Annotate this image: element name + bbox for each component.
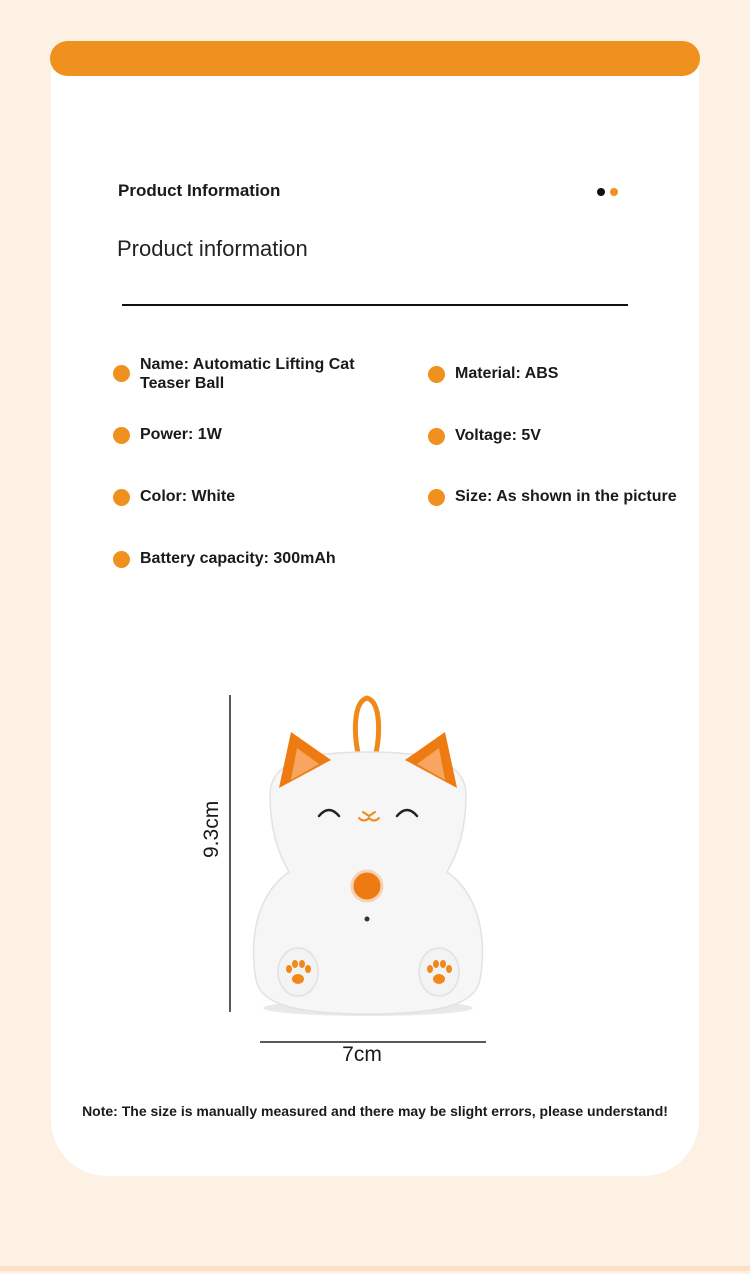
bullet-icon [113,365,130,382]
top-accent-bar [50,41,700,76]
cat-ball-product-image [195,690,495,1050]
spec-battery-text: Battery capacity: 300mAh [140,550,336,567]
spec-size-text: Size: As shown in the picture [455,488,677,505]
spec-power-text: Power: 1W [140,426,222,443]
spec-color [113,487,235,506]
spec-name-line2: Teaser Ball [140,375,225,392]
section-subheading: Product information [117,236,308,261]
bullet-icon [113,551,130,568]
spec-size [428,487,677,506]
spec-material [428,364,558,383]
spec-material-text: Material: ABS [455,365,559,382]
page-indicator-dots [597,188,618,196]
bullet-icon [428,489,445,506]
indicator-dot-dark [597,188,605,196]
left-paw [278,948,318,996]
spec-voltage [428,426,541,445]
bullet-icon [428,366,445,383]
height-dimension-label: 9.3cm [200,800,223,858]
spec-name-line1: Name: Automatic Lifting Cat [140,356,355,373]
indicator-hole [365,917,370,922]
right-paw [419,948,459,996]
power-button [352,871,382,901]
spec-name [113,355,355,393]
width-dimension-label: 7cm [342,1043,382,1066]
spec-voltage-text: Voltage: 5V [455,427,541,444]
indicator-dot-accent [610,188,618,196]
bottom-divider [0,1266,750,1271]
measurement-note: Note: The size is manually measured and there may be slight errors, please understand! [82,1103,668,1119]
bullet-icon [113,489,130,506]
spec-battery [113,549,336,568]
spec-color-text: Color: White [140,488,236,505]
spec-power [113,425,222,444]
bullet-icon [113,427,130,444]
section-heading: Product Information [118,181,281,200]
bullet-icon [428,428,445,445]
divider-line [122,304,628,306]
